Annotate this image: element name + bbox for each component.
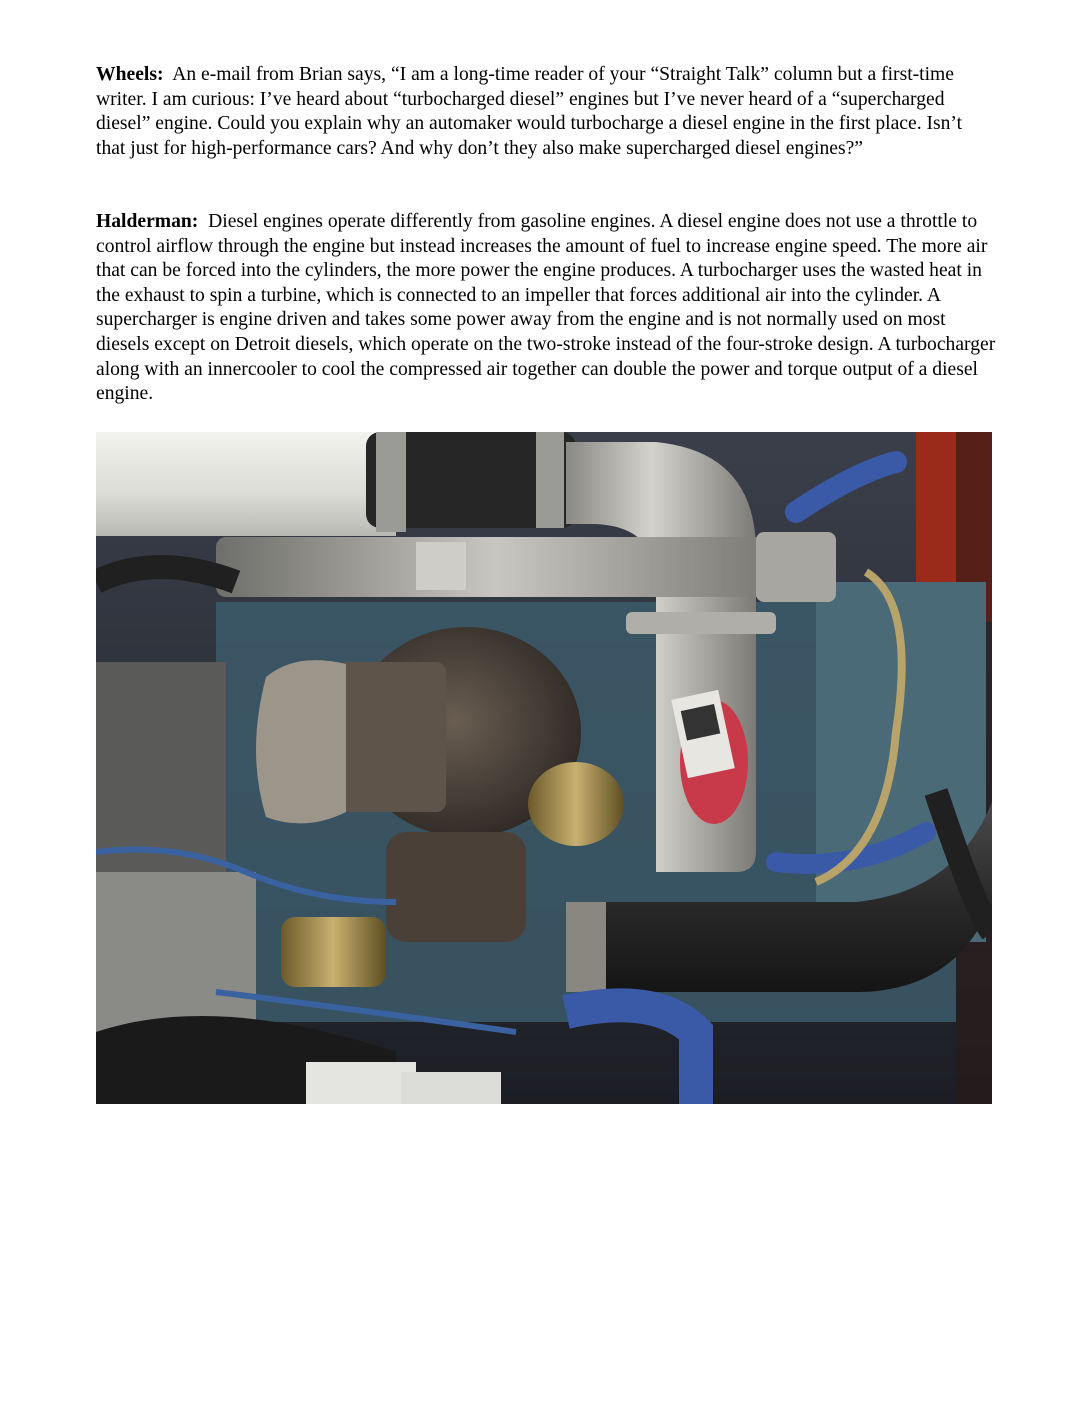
- wheels-speaker-label: Wheels:: [96, 64, 164, 85]
- halderman-paragraph: [96, 210, 996, 407]
- halderman-speaker-label: Halderman:: [96, 211, 199, 232]
- turbocharged-diesel-engine-photo: [96, 432, 992, 1104]
- wheels-paragraph: [96, 63, 996, 161]
- wheels-question-text: An e-mail from Brian says, “I am a long-time reader of your “Straight Talk” column but a first-time writer. I am curious: I’ve heard about “turbocharged diesel” engines but I’ve never heard of a “supercharged diesel” engine. Could you explain why an automaker would turbocharge a diesel engine in the first place. Isn’t that just for high-performance cars? And why don’t they also make supercharged diesel engines?”: [96, 64, 963, 159]
- halderman-answer-text: Diesel engines operate differently from gasoline engines. A diesel engine does not use a throttle to control airflow through the engine but instead increases the amount of fuel to increase engine speed. The more air that can be forced into the cylinders, the more power the engine produces. A turbocharger uses the wasted heat in the exhaust to spin a turbine, which is connected to an impeller that forces additional air into the cylinder. A supercharger is engine driven and takes some power away from the engine and is not normally used on most diesels except on Detroit diesels, which operate on the two-stroke instead of the four-stroke design. A turbocharger along with an innercooler to cool the compressed air together can double the power and torque output of a diesel engine.: [96, 211, 996, 405]
